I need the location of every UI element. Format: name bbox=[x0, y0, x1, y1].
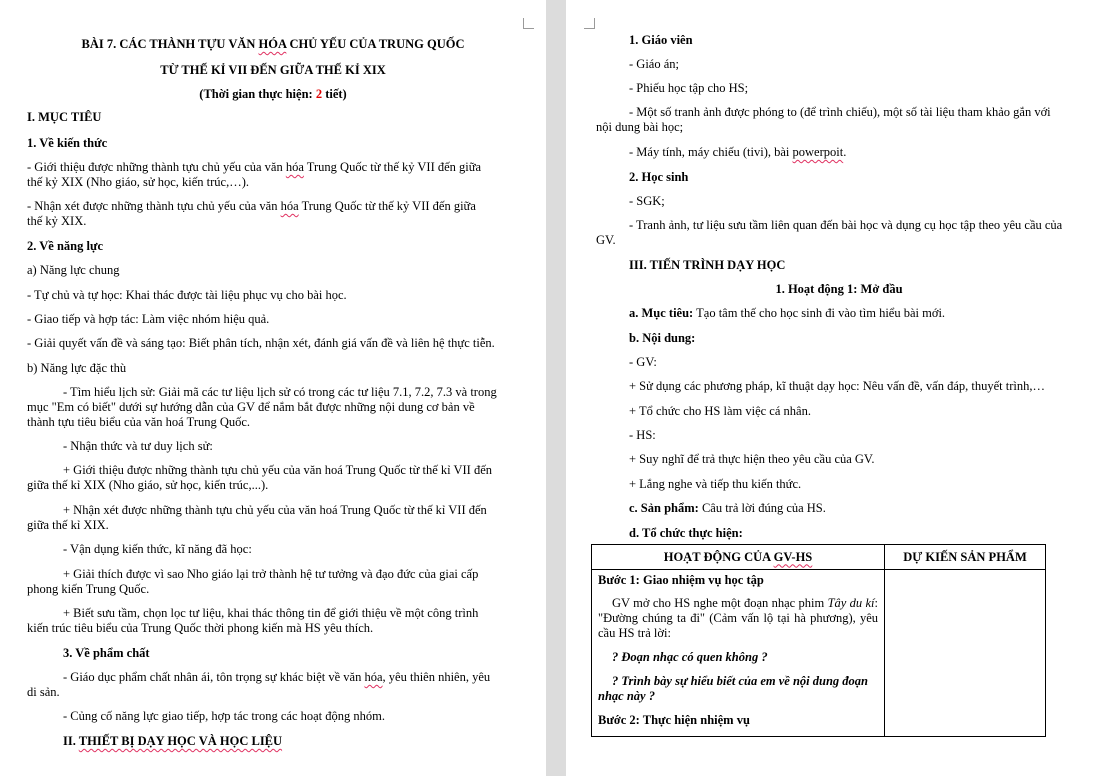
question-1: ? Đoạn nhạc có quen không ? bbox=[612, 650, 768, 664]
step-1-text: GV mở cho HS nghe một đoạn nhạc phim Tây du kí: "Đường chúng ta đi" (Cảm vấn lộ tại hà phương), yêu cầu HS trả lời: bbox=[598, 596, 878, 640]
table-row bbox=[592, 570, 1046, 737]
paragraph: + Biết sưu tầm, chọn lọc tư liệu, khai thác thông tin để giới thiệu về một công trình bbox=[63, 606, 479, 620]
paragraph: - Một số tranh ảnh được phóng to (để trình chiếu), một số tài liệu tham khảo gắn với bbox=[629, 105, 1051, 119]
heading-kien-thuc: 1. Về kiến thức bbox=[27, 136, 108, 150]
paragraph: - Tự chủ và tự học: Khai thác được tài liệu phục vụ cho bài học. bbox=[27, 288, 347, 302]
paragraph: - SGK; bbox=[629, 194, 665, 208]
heading-to-chuc: d. Tổ chức thực hiện: bbox=[629, 526, 743, 540]
document-page-left bbox=[0, 0, 546, 776]
paragraph: GV. bbox=[596, 233, 616, 247]
paragraph: + Giới thiệu được những thành tựu chủ yếu của văn hoá Trung Quốc từ thế kỉ VII đến bbox=[63, 463, 493, 477]
table-header-cell: HOẠT ĐỘNG CỦA GV-HS bbox=[592, 545, 885, 570]
paragraph: - Nhận thức và tư duy lịch sử: bbox=[63, 439, 213, 453]
paragraph: - Giao tiếp và hợp tác: Làm việc nhóm hiệu quả. bbox=[27, 312, 270, 326]
paragraph: - Củng cố năng lực giao tiếp, hợp tác trong các hoạt động nhóm. bbox=[63, 709, 385, 723]
table-header-row bbox=[592, 545, 1046, 570]
paragraph: thế kỷ XIX (Nho giáo, sử học, kiến trúc,…). bbox=[27, 175, 250, 189]
paragraph: + Giải thích được vì sao Nho giáo lại trở thành hệ tư tưởng và đạo đức của giai cấp bbox=[63, 567, 479, 581]
document-page-right bbox=[566, 0, 1112, 776]
page-corner-mark bbox=[584, 18, 595, 29]
paragraph: - Giáo án; bbox=[629, 57, 679, 71]
paragraph: + Sử dụng các phương pháp, kĩ thuật dạy học: Nêu vấn đề, vấn đáp, thuyết trình,… bbox=[629, 379, 1046, 393]
paragraph: kiến trúc tiêu biểu của Trung Quốc thời phong kiến mà HS yêu thích. bbox=[27, 621, 374, 635]
paragraph: thành tựu tiêu biểu của văn hoá Trung Quốc. bbox=[27, 415, 251, 429]
step-1-label: Bước 1: Giao nhiệm vụ học tập bbox=[598, 573, 764, 587]
question-2: ? Trình bày sự hiểu biết của em về nội dung đoạn nhạc này ? bbox=[598, 674, 869, 703]
table-cell bbox=[592, 570, 885, 737]
heading-nang-luc: 2. Về năng lực bbox=[27, 239, 104, 253]
paragraph: + Suy nghĩ để trả thực hiện theo yêu cầu của GV. bbox=[629, 452, 875, 466]
paragraph: - Phiếu học tập cho HS; bbox=[629, 81, 749, 95]
paragraph: phong kiến Trung Quốc. bbox=[27, 582, 150, 596]
paragraph: - Nhận xét được những thành tựu chủ yếu của văn hóa Trung Quốc từ thế kỷ VII đến giữa bbox=[27, 199, 476, 213]
paragraph: - Vận dụng kiến thức, kĩ năng đã học: bbox=[63, 542, 252, 556]
heading-hoat-dong-1: 1. Hoạt động 1: Mở đầu bbox=[775, 282, 903, 296]
paragraph: - Tìm hiểu lịch sử: Giải mã các tư liệu lịch sử có trong các tư liệu 7.1, 7.2, 7.3 và trong bbox=[63, 385, 497, 399]
paragraph: - Giáo dục phẩm chất nhân ái, tôn trọng sự khác biệt về văn hóa, yêu thiên nhiên, yêu bbox=[63, 670, 491, 684]
paragraph: c. Sản phẩm: Câu trả lời đúng của HS. bbox=[629, 501, 826, 515]
title-line-1: BÀI 7. CÁC THÀNH TỰU VĂN HÓA CHỦ YẾU CỦA TRUNG QUỐC bbox=[81, 37, 465, 51]
paragraph: - Máy tính, máy chiếu (tivi), bài powerpoit. bbox=[629, 145, 847, 159]
heading-hoc-sinh: 2. Học sinh bbox=[629, 170, 689, 184]
paragraph: giữa thế kỉ XIX. bbox=[27, 518, 109, 532]
step-2-label: Bước 2: Thực hiện nhiệm vụ bbox=[598, 713, 750, 727]
paragraph: thế kỷ XIX. bbox=[27, 214, 87, 228]
paragraph: - Giới thiệu được những thành tựu chủ yếu của văn hóa Trung Quốc từ thế kỷ VII đến giữa bbox=[27, 160, 482, 174]
paragraph: - GV: bbox=[629, 355, 657, 369]
title-line-2: TỪ THẾ KỈ VII ĐẾN GIỮA THẾ KỈ XIX bbox=[160, 63, 386, 77]
paragraph: giữa thế kỉ XIX (Nho giáo, sử học, kiến trúc,...). bbox=[27, 478, 269, 492]
paragraph: - Tranh ảnh, tư liệu sưu tầm liên quan đến bài học và dụng cụ học tập theo yêu cầu của bbox=[629, 218, 1063, 232]
page-corner-mark bbox=[523, 18, 534, 29]
paragraph: - Giải quyết vấn đề và sáng tạo: Biết phân tích, nhận xét, đánh giá vấn đề và liên hệ thực tiễn. bbox=[27, 336, 495, 350]
table-header-cell: DỰ KIẾN SẢN PHẨM bbox=[885, 545, 1046, 570]
heading-thiet-bi: II. THIẾT BỊ DẠY HỌC VÀ HỌC LIỆU bbox=[63, 734, 283, 748]
page-gutter bbox=[546, 0, 566, 776]
table-cell bbox=[885, 570, 1046, 737]
activity-table bbox=[591, 544, 1046, 737]
paragraph: nội dung bài học; bbox=[596, 120, 684, 134]
heading-tien-trinh: III. TIẾN TRÌNH DẠY HỌC bbox=[629, 258, 786, 272]
paragraph: + Lắng nghe và tiếp thu kiến thức. bbox=[629, 477, 802, 491]
paragraph: - HS: bbox=[629, 428, 656, 442]
paragraph: a) Năng lực chung bbox=[27, 263, 120, 277]
paragraph: + Tổ chức cho HS làm việc cá nhân. bbox=[629, 404, 811, 418]
paragraph: di sản. bbox=[27, 685, 60, 699]
heading-giao-vien: 1. Giáo viên bbox=[629, 33, 693, 47]
time-note: (Thời gian thực hiện: 2 tiết) bbox=[199, 87, 347, 101]
paragraph: mục "Em có biết" dưới sự hướng dẫn của GV để nắm bắt được những nội dung cơ bản về bbox=[27, 400, 475, 414]
heading-pham-chat: 3. Về phẩm chất bbox=[63, 646, 150, 660]
heading-noi-dung: b. Nội dung: bbox=[629, 331, 696, 345]
paragraph: b) Năng lực đặc thù bbox=[27, 361, 127, 375]
heading-muc-tieu: I. MỤC TIÊU bbox=[27, 110, 102, 124]
paragraph: a. Mục tiêu: Tạo tâm thế cho học sinh đi vào tìm hiểu bài mới. bbox=[629, 306, 946, 320]
paragraph: + Nhận xét được những thành tựu chủ yếu của văn hoá Trung Quốc từ thế kỉ VII đến bbox=[63, 503, 487, 517]
